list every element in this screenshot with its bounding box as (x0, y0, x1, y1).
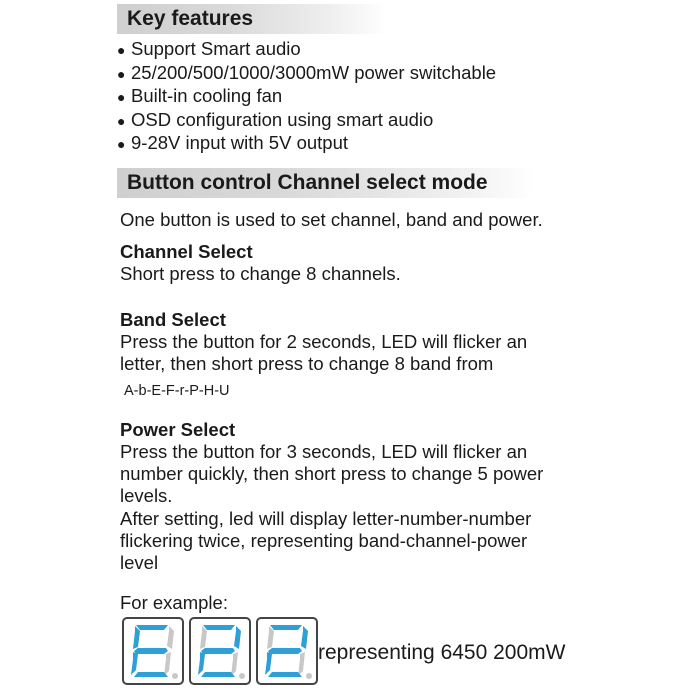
power-select-line: levels. (120, 485, 173, 506)
segment-b (234, 626, 241, 649)
segment-g (268, 648, 302, 654)
power-select-line: number quickly, then short press to change 5 power (120, 463, 544, 484)
segment-f (133, 626, 140, 649)
power-select-line: Press the button for 3 seconds, LED will flicker an (120, 441, 528, 462)
segment-g (201, 648, 235, 654)
led-digit (189, 617, 251, 685)
bullet-icon: ● (117, 42, 126, 58)
power-select-line: After setting, led will display letter-number-number (120, 508, 532, 529)
segment-d (201, 672, 235, 677)
feature-item: ● 25/200/500/1000/3000mW power switchable (117, 62, 496, 86)
segment-b (167, 626, 174, 649)
decimal-point (172, 673, 178, 679)
segment-f (267, 626, 274, 649)
intro-text: One button is used to set channel, band and power. (120, 209, 543, 230)
feature-item: ● 9-28V input with 5V output (117, 132, 496, 156)
segment-c (164, 652, 171, 676)
band-select-line: letter, then short press to change 8 band from (120, 353, 494, 374)
bullet-icon: ● (117, 112, 126, 129)
feature-item: ● Support Smart audio (117, 38, 496, 62)
band-select-line: Press the button for 2 seconds, LED will flicker an (120, 331, 528, 352)
segment-f (200, 626, 207, 649)
key-features-heading: Key features (117, 4, 387, 34)
features-list (117, 38, 496, 156)
segment-c (298, 652, 305, 676)
power-select-line: level (120, 552, 159, 573)
bullet-icon: ● (117, 89, 126, 105)
power-select-title: Power Select (120, 419, 236, 440)
segment-g (134, 648, 168, 654)
led-digit (122, 617, 184, 685)
bullet-icon: ● (117, 136, 126, 152)
decimal-point (306, 673, 312, 679)
led-digit (256, 617, 318, 685)
segment-d (134, 672, 168, 677)
example-label: For example: (120, 592, 228, 613)
segment-e (131, 652, 138, 675)
segment-a (203, 625, 235, 630)
channel-select-text: Short press to change 8 channels. (120, 263, 401, 284)
decimal-point (239, 673, 245, 679)
band-sequence: A-b-E-F-r-P-H-U (124, 383, 230, 399)
segment-e (198, 652, 205, 675)
bullet-icon: ● (117, 65, 126, 82)
button-control-heading: Button control Channel select mode (117, 168, 535, 198)
segment-c (231, 652, 238, 676)
feature-item: ● Built-in cooling fan (117, 85, 496, 109)
example-representing: representing 6450 200mW (318, 641, 566, 664)
segment-e (265, 652, 272, 675)
led-display (122, 617, 318, 685)
feature-item: ● OSD configuration using smart audio (117, 109, 496, 133)
channel-select-title: Channel Select (120, 241, 253, 262)
seven-segment-icon (191, 619, 249, 683)
segment-d (268, 672, 302, 677)
seven-segment-icon (124, 619, 182, 683)
segment-a (270, 625, 302, 630)
segment-a (136, 625, 168, 630)
segment-b (301, 626, 308, 649)
band-select-title: Band Select (120, 309, 226, 330)
seven-segment-icon (258, 619, 316, 683)
power-select-line: flickering twice, representing band-channel-power (120, 530, 528, 551)
